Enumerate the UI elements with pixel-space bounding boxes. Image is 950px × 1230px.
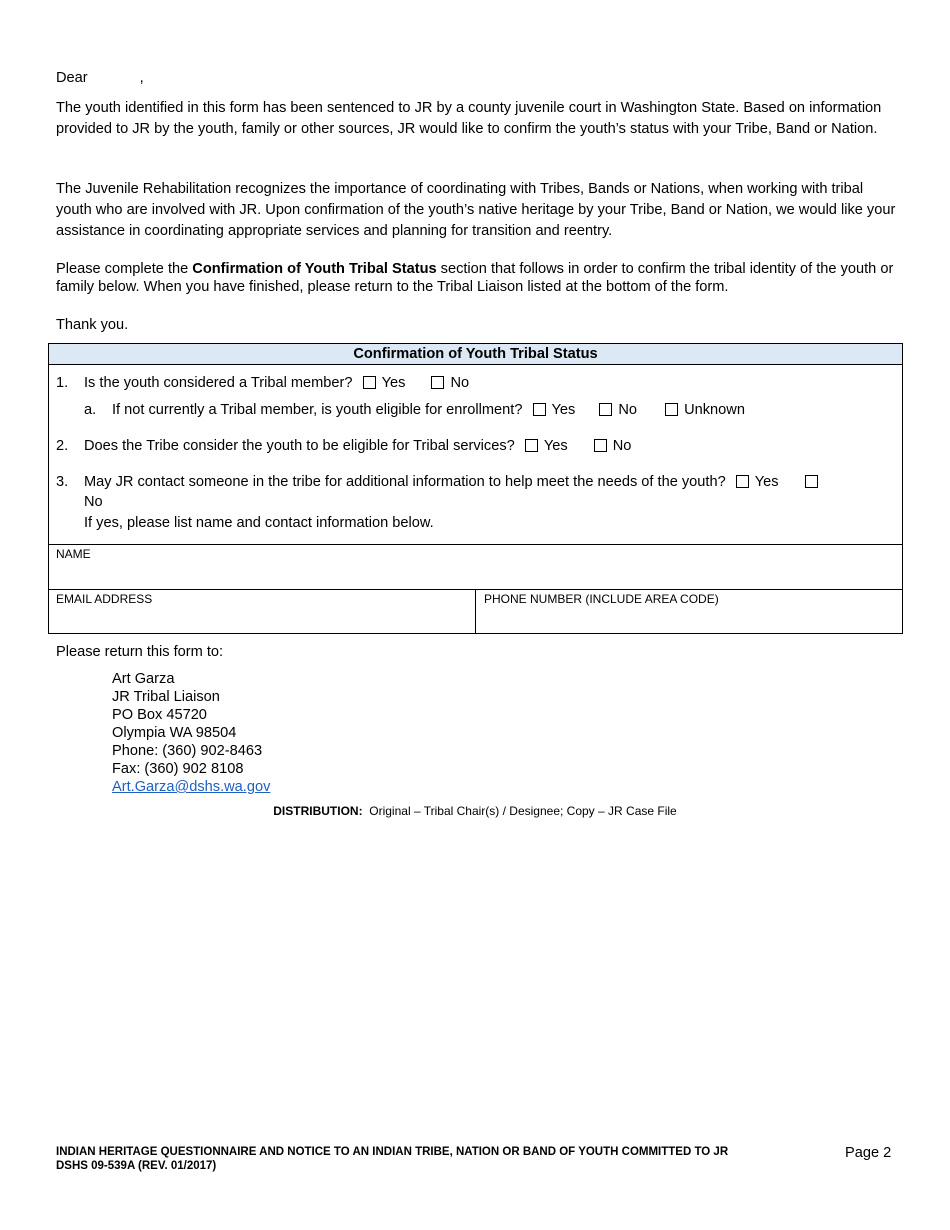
q1-yes-label: Yes — [381, 375, 406, 391]
email-label: EMAIL ADDRESS — [56, 592, 153, 606]
email-field[interactable] — [49, 608, 474, 633]
name-field[interactable] — [49, 563, 902, 588]
distribution-line — [0, 804, 950, 818]
question-1a-body — [112, 400, 745, 420]
intro-paragraph-1: The youth identified in this form has been sentenced to JR by a county juvenile court in Washington State. Based on information provided to JR by the youth, family or other sources, JR would like to confirm the youth’s status with your Tribe, Band or Nation. — [56, 100, 882, 137]
q1-no-label: No — [450, 375, 470, 391]
phone-number: Phone: (360) 902-8463 — [112, 743, 263, 759]
po-box: PO Box 45720 — [112, 707, 207, 723]
question-1-body — [84, 373, 469, 393]
fax-number: Fax: (360) 902 8108 — [112, 761, 244, 777]
q1-no-checkbox[interactable] — [431, 376, 444, 389]
greeting — [56, 68, 144, 89]
intro-paragraph-2: The Juvenile Rehabilitation recognizes the importance of coordinating with Tribes, Bands or Nations, when working with tribal youth who are involved with JR. Upon confirmation of the youth’s native heritage by your Tribe, Band or Nation, we would like your assistance in coordinating appropriate services and planning for transition and reentry. — [56, 181, 896, 239]
question-1a-text: If not currently a Tribal member, is youth eligible for enrollment? — [112, 402, 523, 418]
greeting-word: Dear — [56, 70, 88, 86]
liaison-title: JR Tribal Liaison — [112, 689, 220, 705]
q2-yes-label: Yes — [543, 438, 568, 454]
contact-column-divider — [475, 589, 476, 633]
greeting-comma: , — [139, 70, 144, 86]
return-label: Please return this form to: — [56, 644, 224, 660]
distribution-text: Original – Tribal Chair(s) / Designee; Copy – JR Case File — [362, 804, 677, 818]
q3-yes-checkbox[interactable] — [736, 475, 749, 488]
question-3-body — [84, 472, 824, 492]
footer-form-number: DSHS 09-539A (REV. 01/2017) — [56, 1160, 217, 1172]
q1a-unknown-label: Unknown — [684, 402, 745, 418]
q1a-yes-checkbox[interactable] — [533, 403, 546, 416]
page-number: Page 2 — [845, 1145, 892, 1161]
confirmation-form — [48, 343, 903, 634]
question-1 — [56, 373, 68, 393]
thank-you: Thank you. — [56, 317, 129, 333]
phone-field[interactable] — [477, 608, 902, 633]
return-address — [112, 670, 270, 796]
q3-no-label: No — [84, 494, 103, 510]
question-2-text: Does the Tribe consider the youth to be eligible for Tribal services? — [84, 438, 515, 454]
q1a-unknown-checkbox[interactable] — [665, 403, 678, 416]
question-3-followup: If yes, please list name and contact information below. — [84, 515, 434, 531]
question-1-number: 1. — [56, 375, 69, 391]
phone-label: PHONE NUMBER (INCLUDE AREA CODE) — [484, 592, 719, 606]
question-1-text: Is the youth considered a Tribal member? — [84, 375, 353, 391]
question-2-number: 2. — [56, 438, 69, 454]
q2-no-label: No — [612, 438, 632, 454]
paragraph3-bold: Confirmation of Youth Tribal Status — [192, 261, 437, 277]
paragraph3-pre: Please complete the — [56, 261, 193, 277]
paragraph3-post: section that follows in order to confirm the tribal identity of the youth or family below. When you have finished, please return to the Tribal Liaison listed at the bottom of the form. — [56, 261, 894, 295]
q1-yes-checkbox[interactable] — [363, 376, 376, 389]
question-3-text: May JR contact someone in the tribe for additional information to help meet the needs of the youth? — [84, 474, 726, 490]
question-3-number: 3. — [56, 474, 69, 490]
q1a-no-label: No — [618, 402, 638, 418]
divider-name-top — [49, 544, 902, 545]
question-2-body — [84, 436, 631, 456]
intro-paragraph-3 — [56, 260, 896, 296]
q3-yes-label: Yes — [754, 474, 779, 490]
q2-no-checkbox[interactable] — [594, 439, 607, 452]
q2-yes-checkbox[interactable] — [525, 439, 538, 452]
liaison-name: Art Garza — [112, 671, 175, 687]
email-link[interactable]: Art.Garza@dshs.wa.gov — [112, 779, 271, 795]
form-title: Confirmation of Youth Tribal Status — [49, 344, 902, 365]
footer — [56, 1145, 728, 1173]
footer-form-title: INDIAN HERITAGE QUESTIONNAIRE AND NOTICE TO AN INDIAN TRIBE, NATION OR BAND OF YOUTH COMMITTED TO JR — [56, 1146, 729, 1158]
question-1a-number: a. — [84, 402, 97, 418]
distribution-label: DISTRIBUTION: — [273, 804, 363, 818]
q1a-no-checkbox[interactable] — [599, 403, 612, 416]
q3-no-checkbox[interactable] — [805, 475, 818, 488]
q1a-yes-label: Yes — [551, 402, 576, 418]
city-state-zip: Olympia WA 98504 — [112, 725, 237, 741]
name-label: NAME — [56, 547, 91, 561]
